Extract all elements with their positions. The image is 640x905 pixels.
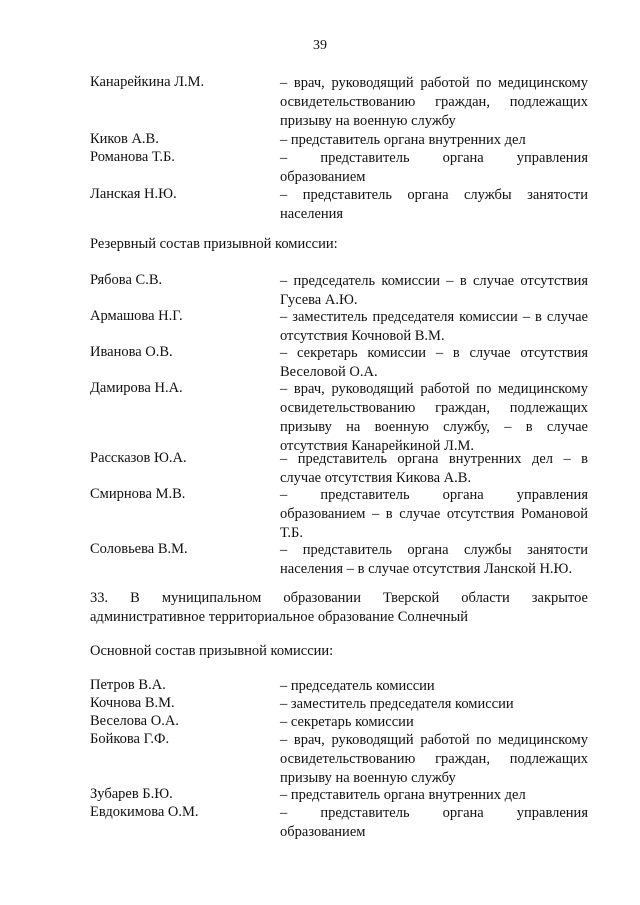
member-name: Рябова С.В. [90, 272, 163, 288]
member-role: – представитель органа управления образованием [280, 150, 588, 185]
member-name: Соловьева В.М. [90, 541, 188, 557]
member-role: – представитель органа внутренних дел [280, 132, 526, 148]
member-role: – заместитель председателя комиссии – в случае отсутствия Кочновой В.М. [280, 309, 588, 344]
member-name: Романова Т.Б. [90, 149, 175, 165]
member-role: – представитель органа управления образованием – в случае отсутствия Романовой Т.Б. [280, 487, 588, 541]
member-name: Смирнова М.В. [90, 486, 186, 502]
member-role: – представитель органа службы занятости населения – в случае отсутствия Ланской Н.Ю. [280, 542, 588, 577]
member-name: Петров В.А. [90, 677, 166, 693]
member-name: Кочнова В.М. [90, 695, 175, 711]
member-role: – заместитель председателя комиссии [280, 696, 514, 712]
member-name: Евдокимова О.М. [90, 804, 199, 820]
member-name: Веселова О.А. [90, 713, 179, 729]
member-role: – секретарь комиссии [280, 714, 414, 730]
member-name: Канарейкина Л.М. [90, 74, 205, 90]
member-role: – представитель органа внутренних дел – в случае отсутствия Кикова А.В. [280, 451, 588, 486]
member-role: – врач, руководящий работой по медицинскому освидетельствованию граждан, подлежащих призыву на военную службу [280, 732, 588, 786]
member-name: Зубарев Б.Ю. [90, 786, 173, 802]
member-name: Дамирова Н.А. [90, 380, 183, 396]
member-role: – председатель комиссии [280, 678, 435, 694]
member-role: – представитель органа управления образованием [280, 805, 588, 840]
member-role: – врач, руководящий работой по медицинскому освидетельствованию граждан, подлежащих призыву на военную службу [280, 75, 588, 129]
member-name: Армашова Н.Г. [90, 308, 183, 324]
member-name: Ланская Н.Ю. [90, 186, 177, 202]
member-name: Киков А.В. [90, 131, 159, 147]
member-name: Бойкова Г.Ф. [90, 731, 170, 747]
member-role: – врач, руководящий работой по медицинскому освидетельствованию граждан, подлежащих призыву на военную службу, – в случае отсутствия Канарейкиной Л.М. [280, 381, 588, 454]
member-role: – представитель органа службы занятости населения [280, 187, 588, 222]
member-name: Рассказов Ю.А. [90, 450, 187, 466]
member-name: Иванова О.В. [90, 344, 173, 360]
member-role: – представитель органа внутренних дел [280, 787, 526, 803]
section-33-paragraph: 33. В муниципальном образовании Тверской области закрытое административное территориальное образование Солнечный [90, 590, 588, 625]
reserve-heading: Резервный состав призывной комиссии: [90, 236, 338, 252]
member-role: – председатель комиссии – в случае отсутствия Гусева А.Ю. [280, 273, 588, 308]
main-heading: Основной состав призывной комиссии: [90, 643, 334, 659]
page-number: 39 [313, 38, 327, 53]
member-role: – секретарь комиссии – в случае отсутствия Веселовой О.А. [280, 345, 588, 380]
